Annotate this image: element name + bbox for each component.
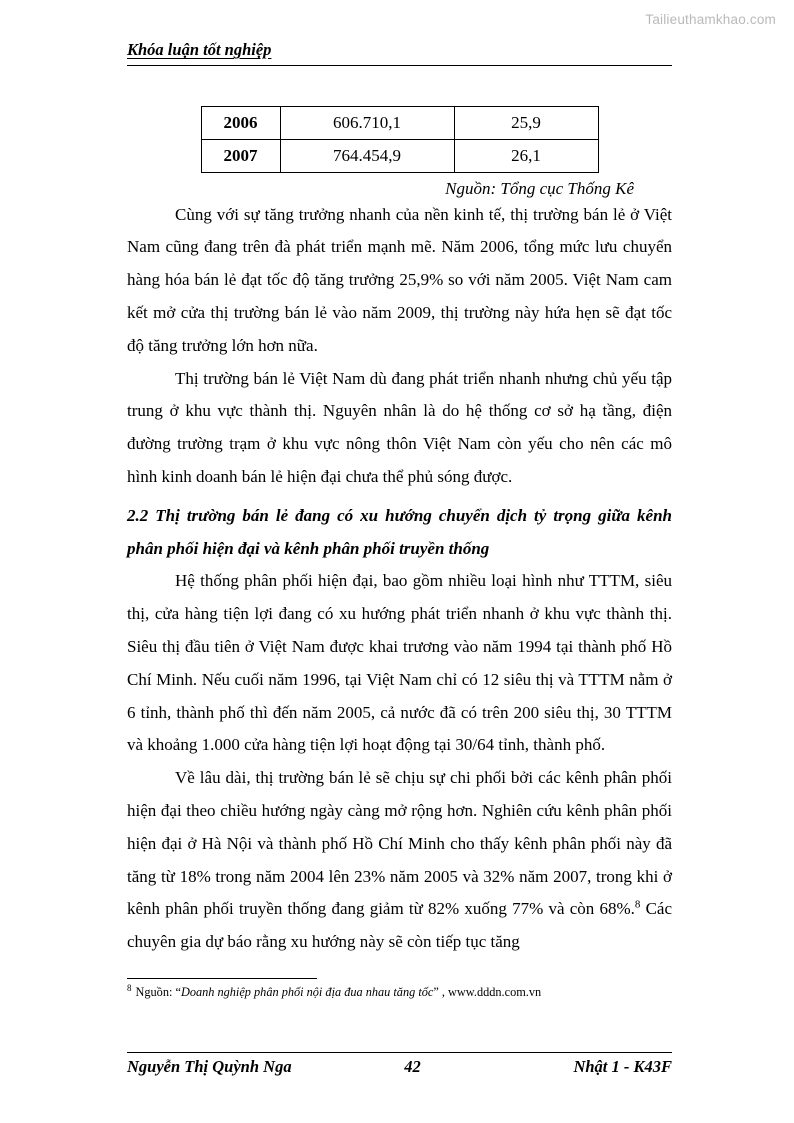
footnote-title: Doanh nghiệp phân phối nội địa đua nhau tăng tốc <box>180 985 434 999</box>
footnote-prefix: Nguồn: “ <box>135 985 181 999</box>
cell-year: 2007 <box>201 139 280 172</box>
footnote-reference-8[interactable]: 8 <box>634 898 641 911</box>
header-divider <box>127 65 672 66</box>
data-table-wrapper <box>127 106 672 173</box>
paragraph-4 <box>127 762 672 959</box>
footnote-suffix: ” , www.dddn.com.vn <box>433 985 542 999</box>
footer-row <box>127 1057 672 1077</box>
paragraph-2: Thị trường bán lẻ Việt Nam dù đang phát triển nhanh nhưng chủ yếu tập trung ở khu vực thành thị. Nguyên nhân là do hệ thống cơ sở hạ tầng, điện đường trường trạm ở khu vực nông thôn Việt Nam còn yếu cho nên các mô hình kinh doanh bán lẻ hiện đại chưa thể phủ sóng được. <box>127 368 672 486</box>
paragraph-4-text: Về lâu dài, thị trường bán lẻ sẽ chịu sự chi phối bởi các kênh phân phối hiện đại theo chiều hướng ngày càng mở rộng hơn. Nghiên cứu kênh phân phối hiện đại ở Hà Nội và thành phố Hồ Chí Minh cho thấy kênh phân phối này đã tăng từ 18% trong năm 2004 lên 23% năm 2005 và 32% năm 2007, trong khi ở kênh phân phối truyền thống đang giảm từ 82% xuống 77% và còn 68%. <box>127 768 672 919</box>
footnote-separator <box>127 978 317 979</box>
cell-percent: 26,1 <box>454 139 598 172</box>
cell-percent: 25,9 <box>454 106 598 139</box>
page-footer <box>127 1052 672 1077</box>
footer-divider <box>127 1052 672 1053</box>
cell-value: 764.454,9 <box>280 139 454 172</box>
statistics-table <box>201 106 599 173</box>
footer-page-number: 42 <box>404 1057 421 1076</box>
running-header-title: Khóa luận tốt nghiệp <box>127 40 272 59</box>
footnote-number: 8 <box>127 982 132 993</box>
paragraph-3: Hệ thống phân phối hiện đại, bao gồm nhiều loại hình như TTTM, siêu thị, cửa hàng tiện lợi đang có xu hướng phát triển nhanh ở khu vực thành thị. Siêu thị đầu tiên ở Việt Nam được khai trương vào năm 1994 tại thành phố Hồ Chí Minh. Nếu cuối năm 1996, tại Việt Nam chỉ có 12 siêu thị và TTTM nằm ở 6 tỉnh, thành phố thì đến năm 2005, cả nước đã có trên 200 siêu thị, 30 TTTM và khoảng 1.000 cửa hàng tiện lợi hoạt động tại 30/64 tỉnh, thành phố. <box>127 571 672 755</box>
footnote-area <box>127 978 672 1001</box>
footer-author: Nguyễn Thị Quỳnh Nga <box>127 1057 292 1076</box>
table-row <box>201 139 598 172</box>
paragraph-1: Cùng với sự tăng trưởng nhanh của nền kinh tế, thị trường bán lẻ ở Việt Nam cũng đang trên đà phát triển mạnh mẽ. Năm 2006, tổng mức lưu chuyển hàng hóa bán lẻ đạt tốc độ tăng trưởng 25,9% so với năm 2005. Việt Nam cam kết mở cửa thị trường bán lẻ vào năm 2009, thị trường này hứa hẹn sẽ đạt tốc độ tăng trưởng lớn hơn nữa. <box>127 204 672 355</box>
page-content <box>127 40 672 959</box>
cell-year: 2006 <box>201 106 280 139</box>
paragraph-4-text-cont: Các chuyên gia dự báo rằng xu hướng này sẽ còn tiếp tục tăng <box>127 899 673 952</box>
footer-class: Nhật 1 - K43F <box>573 1057 672 1076</box>
table-row <box>201 106 598 139</box>
running-header <box>127 40 672 64</box>
footnote-8 <box>127 984 672 1001</box>
watermark: Tailieuthamkhao.com <box>645 12 776 27</box>
table-source-caption: Nguồn: Tổng cục Thống Kê <box>445 178 634 198</box>
cell-value: 606.710,1 <box>280 106 454 139</box>
section-heading-2-2: 2.2 Thị trường bán lẻ đang có xu hướng chuyển dịch tỷ trọng giữa kênh phân phối hiện đại và kênh phân phối truyền thống <box>127 505 672 558</box>
